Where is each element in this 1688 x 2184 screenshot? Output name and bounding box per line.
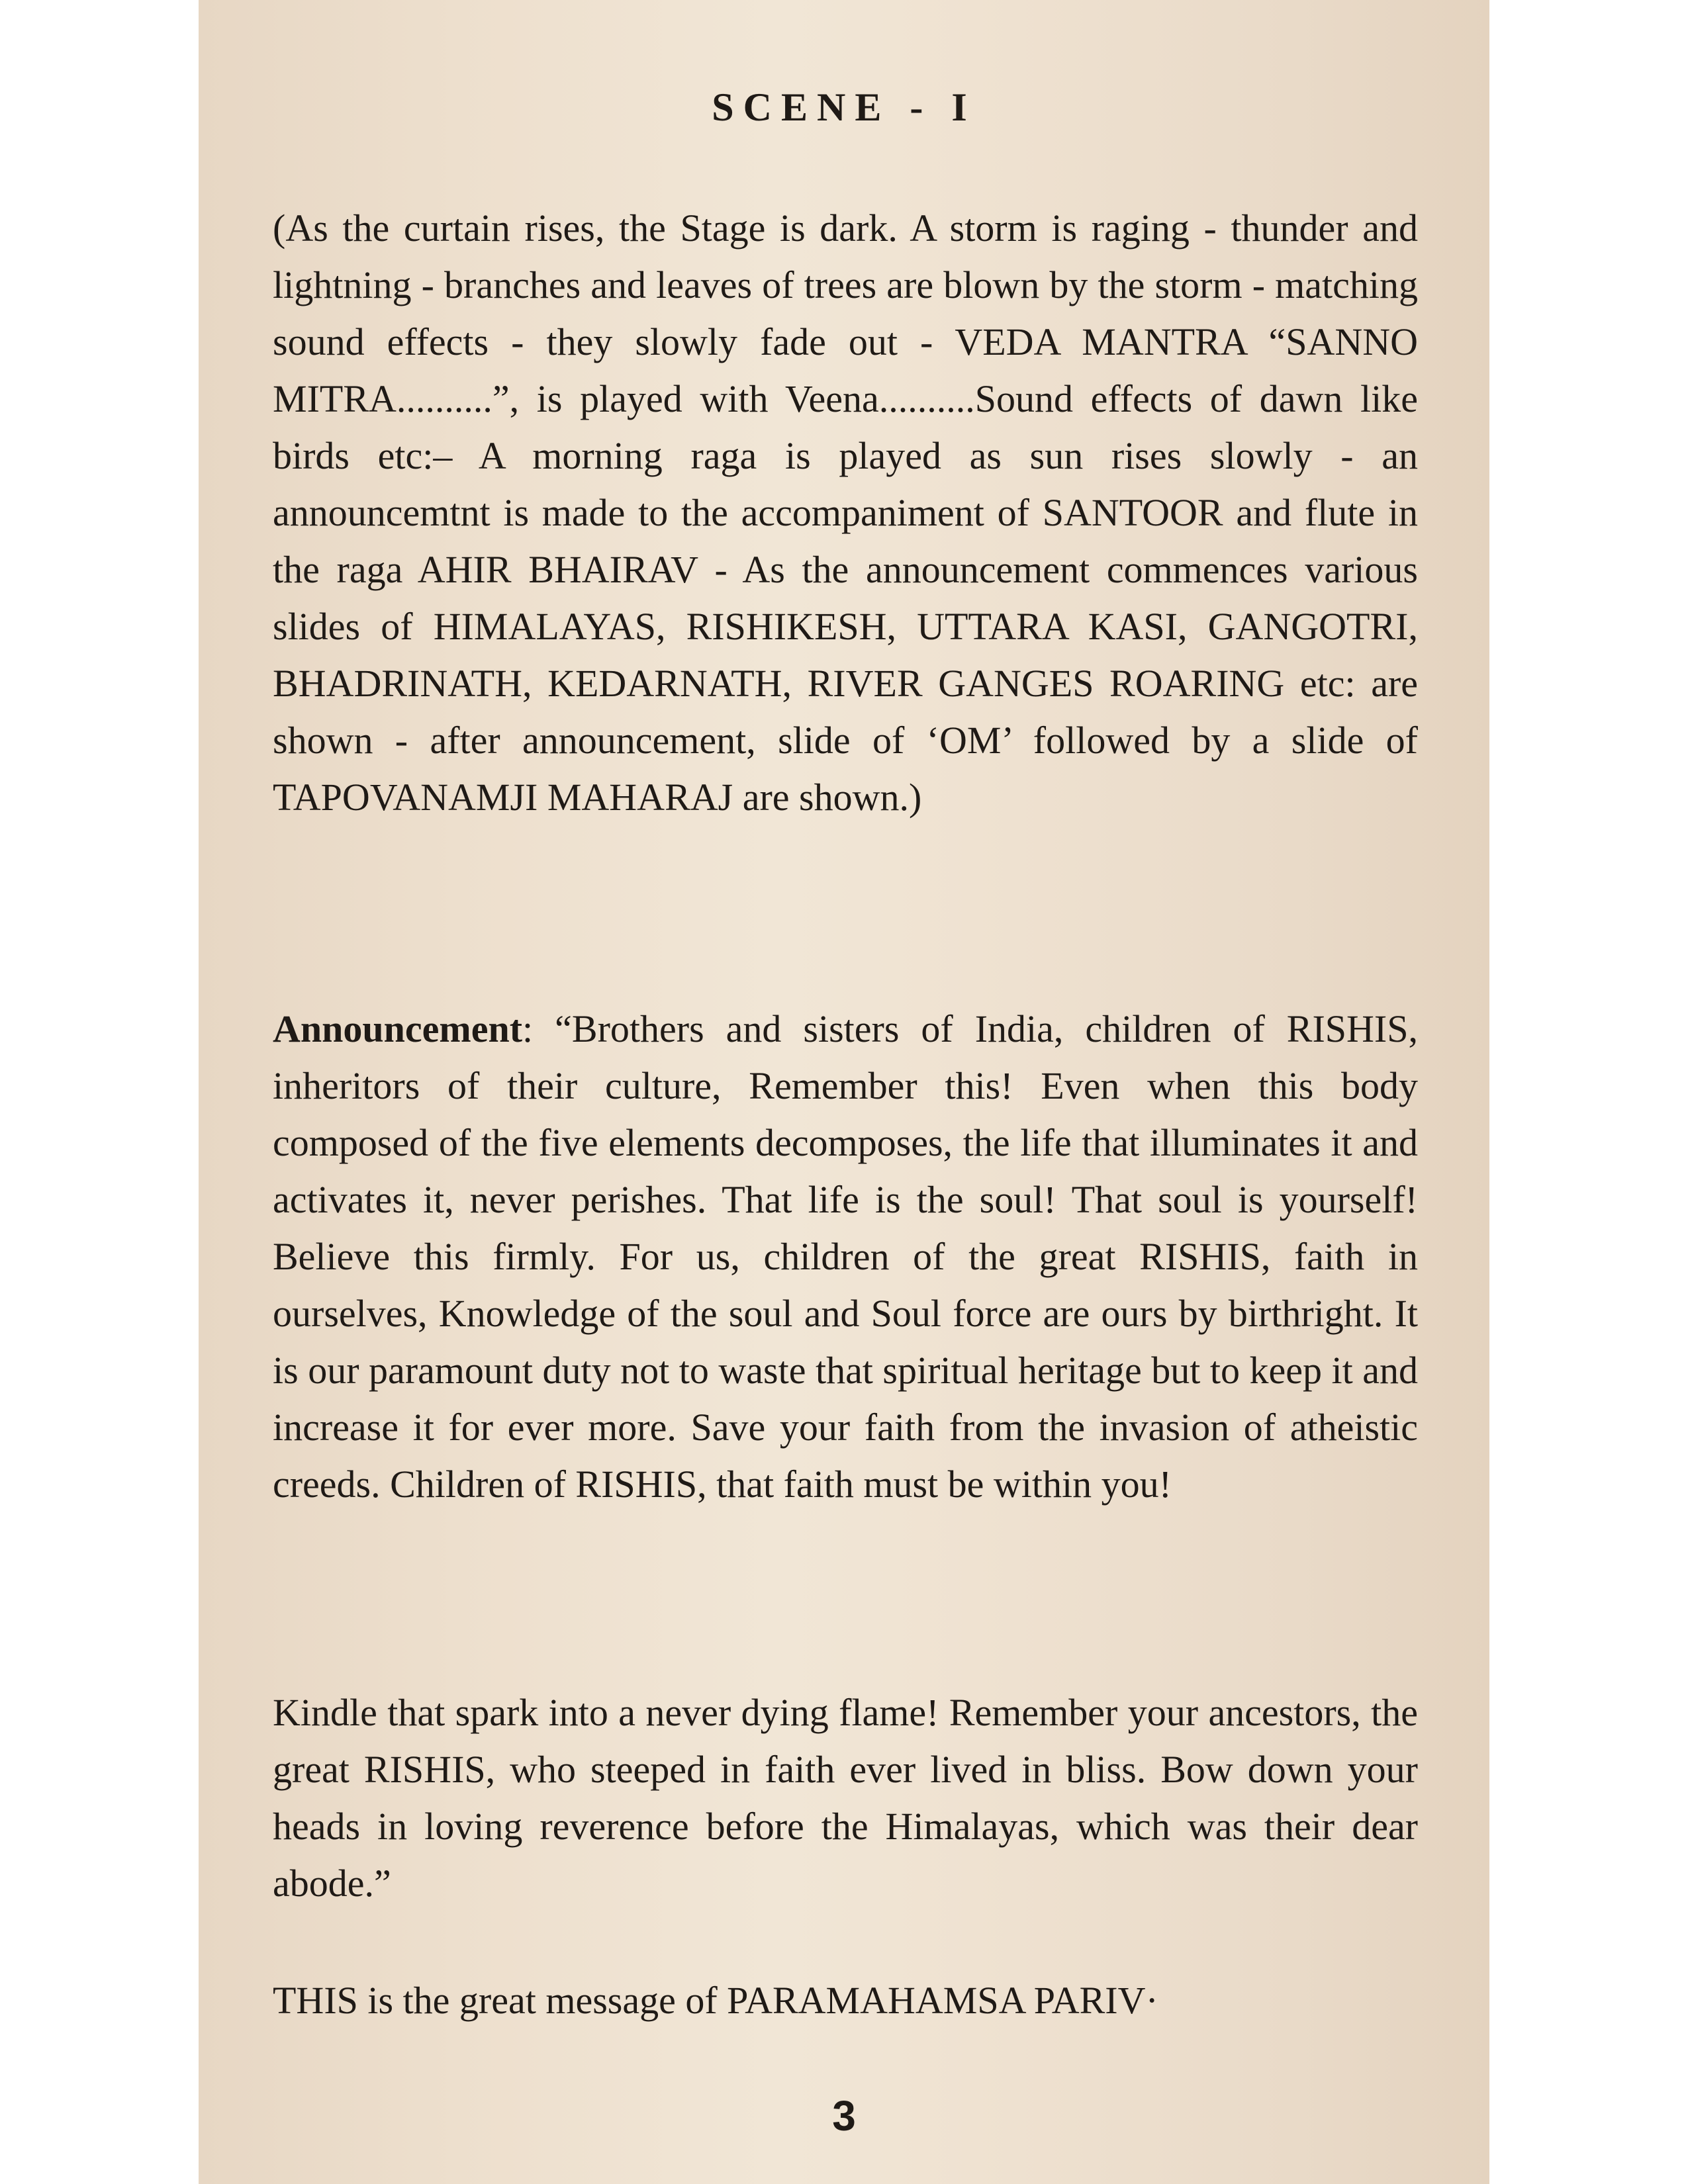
announcement-speaker: Announcement	[273, 1007, 523, 1050]
book-page	[199, 0, 1489, 2184]
announcement-paragraph	[273, 1001, 1418, 1513]
scene-title: SCENE - I	[712, 85, 976, 129]
announcement-text: : “Brothers and sisters of India, children of RISHIS, inheritors of their culture, Remember this! Even when this body composed of the five elements decomposes, the life that illuminates it and activates it, never perishes. That life is the soul! That soul is yourself! Believe this firmly. For us, children of the great RISHIS, faith in ourselves, Knowledge of the soul and Soul force are ours by birthright. It is our paramount duty not to waste that spiritual heritage but to keep it and increase it for ever more. Save your faith from the invasion of atheistic creeds. Children of RISHIS, that faith must be within you!	[273, 1007, 1418, 1506]
message-paragraph: THIS is the great message of PARAMAHAMSA PARIV·	[273, 1979, 1158, 2022]
page-number: 3	[832, 2092, 856, 2140]
kindle-paragraph: Kindle that spark into a never dying flame! Remember your ancestors, the great RISHIS, who steeped in faith ever lived in bliss. Bow down your heads in loving reverence before the Himalayas, which was their dear abode.”	[273, 1691, 1418, 1905]
stage-direction-paragraph: (As the curtain rises, the Stage is dark. A storm is raging - thunder and lightning - branches and leaves of trees are blown by the storm - matching sound effects - they slowly fade out - VEDA MANTRA “SANNO MITRA..........”, is played with Veena..........Sound effects of dawn like birds etc:– A morning raga is played as sun rises slowly - an announcemtnt is made to the accompaniment of SANTOOR and flute in the raga AHIR BHAIRAV - As the announcement commences various slides of HIMALAYAS, RISHIKESH, UTTARA KASI, GANGOTRI, BHADRINATH, KEDARNATH, RIVER GANGES ROARING etc: are shown - after announcement, slide of ‘OM’ followed by a slide of TAPOVANAMJI MAHARAJ are shown.)	[273, 206, 1418, 819]
